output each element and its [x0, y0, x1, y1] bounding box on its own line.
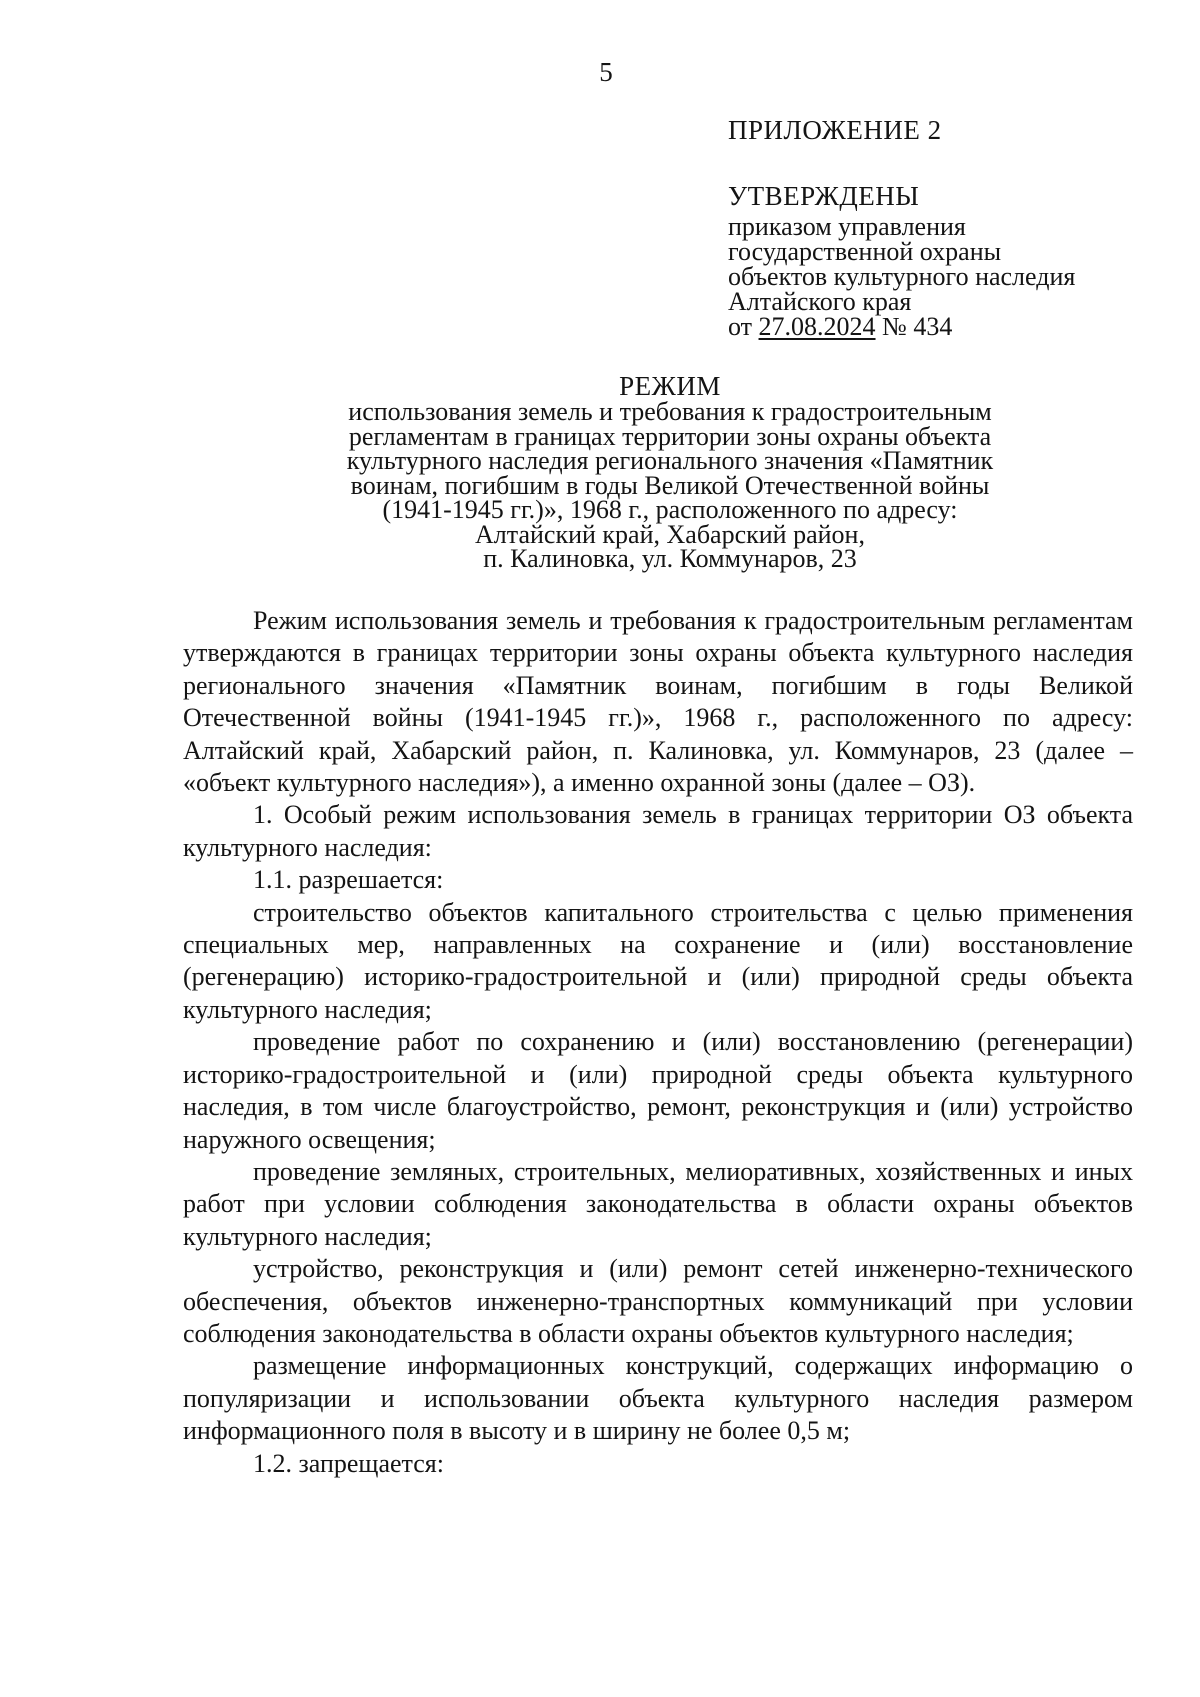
approval-date-line: [728, 314, 1168, 339]
approval-date: 27.08.2024: [758, 312, 876, 341]
heading-line: воинам, погибшим в годы Великой Отечественной войны: [350, 470, 990, 500]
approval-line: государственной охраны: [728, 237, 1002, 266]
approval-date-prefix: от: [728, 312, 759, 341]
approval-line: приказом управления: [728, 212, 966, 241]
body-paragraph: размещение информационных конструкций, содержащих информацию о популяризации и использовании объекта культурного наследия размером информационного поля в высоту и в ширину не более 0,5 м;: [183, 1351, 1133, 1446]
body-paragraph: 1. Особый режим использования земель в границах территории ОЗ объекта культурного наследия:: [183, 800, 1133, 862]
heading-line: Алтайский край, Хабарский район,: [475, 519, 865, 549]
document-body: [183, 605, 1133, 1480]
body-paragraph: Режим использования земель и требования к градостроительным регламентам утверждаются в границах территории зоны охраны объекта культурного наследия регионального значения «Памятник воинам, погибшим в годы Великой Отечественной войны (1941-1945 гг.)», 1968 г., расположенного по адресу: Алтайский край, Хабарский район, п. Калиновка, ул. Коммунаров, 23 (далее – «объект культурного наследия»), а именно охранной зоны (далее – ОЗ).: [183, 606, 1133, 798]
heading-line: (1941-1945 гг.)», 1968 г., расположенного по адресу:: [382, 495, 958, 524]
approval-title: УТВЕРЖДЕНЫ: [728, 181, 920, 211]
approval-number: № 434: [875, 312, 953, 341]
approval-block: [728, 180, 1168, 339]
body-paragraph: устройство, реконструкция и (или) ремонт сетей инженерно-технического обеспечения, объектов инженерно-транспортных коммуникаций при условии соблюдения законодательства в области охраны объектов культурного наследия;: [183, 1254, 1133, 1348]
heading-line: использования земель и требования к градостроительным: [348, 397, 992, 426]
heading-line: регламентам в границах территории зоны охраны объекта: [348, 421, 992, 451]
approval-line: объектов культурного наследия: [728, 262, 1076, 291]
heading-title: РЕЖИМ: [619, 371, 721, 401]
document-heading: [0, 370, 1200, 572]
body-paragraph: 1.2. запрещается:: [253, 1448, 444, 1478]
page-number: 5: [599, 57, 613, 87]
body-paragraph: строительство объектов капитального строительства с целью применения специальных мер, направленных на сохранение и (или) восстановление (регенерацию) историко-градостроительной и (или) природной среды объекта культурного наследия;: [183, 897, 1133, 1024]
body-paragraph: проведение работ по сохранению и (или) восстановлению (регенерации) историко-градостроительной и (или) природной среды объекта культурного наследия, в том числе благоустройство, ремонт, реконструкция и (или) устройство наружного освещения;: [183, 1027, 1133, 1154]
heading-line: культурного наследия регионального значения «Памятник: [346, 446, 994, 475]
body-paragraph: проведение земляных, строительных, мелиоративных, хозяйственных и иных работ при условии соблюдения законодательства в области охраны объектов культурного наследия;: [183, 1156, 1133, 1251]
approval-line: Алтайского края: [728, 287, 912, 316]
heading-line: п. Калиновка, ул. Коммунаров, 23: [483, 544, 857, 573]
body-paragraph: 1.1. разрешается:: [253, 865, 444, 895]
appendix-label: ПРИЛОЖЕНИЕ 2: [728, 115, 942, 145]
